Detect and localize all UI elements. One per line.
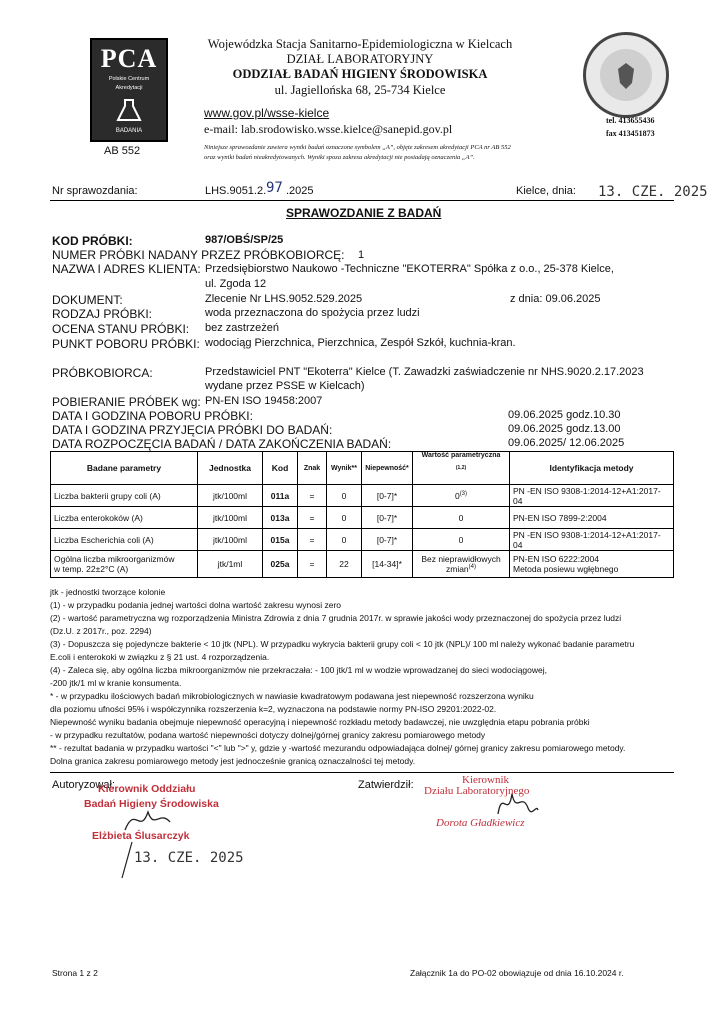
row-kod: 025a <box>263 551 298 578</box>
probkobiorca-value-2: wydane przez PSSE w Kielcach) <box>205 380 365 392</box>
rodzaj-label: RODZAJ PRÓBKI: <box>52 307 153 321</box>
row-znak: = <box>298 507 327 529</box>
header-ident: Identyfikacja metody <box>510 452 674 485</box>
row-param-line1: Ogólna liczba mikroorganizmów <box>54 554 175 564</box>
report-number-value: LHS.9051.2. <box>205 185 267 197</box>
pca-logo-bottom: BADANIA <box>115 128 143 134</box>
email-text[interactable]: e-mail: lab.srodowisko.wsse.kielce@sanepid.gov.pl <box>204 122 453 136</box>
row-znak: = <box>298 551 327 578</box>
accreditation-note-2: oraz wyniki badań nieakredytowanych. Wyniki spoza zakresu akredytacji nie posiadają oznaczenia „A”. <box>204 154 475 161</box>
zatwierdzil-name: Dorota Gładkiewicz <box>436 817 525 829</box>
row-param <box>51 551 198 578</box>
row-ident: PN -EN ISO 9308-1:2014-12+A1:2017-04 <box>510 529 674 551</box>
probkobiorca-label: PRÓBKOBIORCA: <box>52 366 153 380</box>
notes-list <box>50 586 680 768</box>
klient-value-1: Przedsiębiorstwo Naukowo -Techniczne "EKOTERRA" Spółka z o.o., 25-378 Kielce, <box>205 263 614 275</box>
data-przyjecia-label: DATA I GODZINA PRZYJĘCIA PRÓBKI DO BADAŃ: <box>52 423 333 437</box>
page-number: Strona 1 z 2 <box>52 968 98 978</box>
data-poboru-value: 09.06.2025 godz.10.30 <box>508 409 621 421</box>
row-wart-line2-text: zmian <box>445 564 469 574</box>
table-row <box>51 485 674 507</box>
report-city-label: Kielce, dnia: <box>516 185 576 197</box>
row-param: Liczba bakterii grupy coli (A) <box>51 485 198 507</box>
header-divider <box>50 200 674 201</box>
website-link[interactable]: www.gov.pl/wsse-kielce <box>204 106 330 120</box>
zatwierdzil-label: Zatwierdził: <box>358 779 414 791</box>
row-kod: 013a <box>263 507 298 529</box>
pis-seal-logo <box>583 32 669 118</box>
row-ident-line2: Metoda posiewu wgłębnego <box>513 564 619 574</box>
note-item: (1) - w przypadku podania jednej wartości dolna wartość zakresu wynosi zero <box>50 600 342 610</box>
row-wart <box>413 551 510 578</box>
row-wynik: 0 <box>327 485 362 507</box>
note-item: E.coli i enterokoki w związku z § 21 ust. 4 rozporządzenia. <box>50 652 270 662</box>
autoryzowal-signature-stroke <box>116 840 136 880</box>
zatwierdzil-stamp-line1: Kierownik <box>462 774 510 786</box>
pca-logo-title: PCA <box>100 44 158 73</box>
signature-divider <box>50 772 674 773</box>
kod-label: KOD PRÓBKI: <box>52 234 133 248</box>
fax-text: fax 413451873 <box>606 129 655 138</box>
autoryzowal-stamp-line2: Badań Higieny Środowiska <box>84 798 219 810</box>
autoryzowal-name: Elżbieta Ślusarczyk <box>92 830 190 842</box>
autoryzowal-label: Autoryzował: <box>52 779 115 791</box>
probkobiorca-value-1: Przedstawiciel PNT "Ekoterra" Kielce (T. Zawadzki zaświadczenie nr NHS.9020.2.17.2023 <box>205 366 644 378</box>
row-ident: PN -EN ISO 9308-1:2014-12+A1:2017-04 <box>510 485 674 507</box>
pobieranie-value: PN-EN ISO 19458:2007 <box>205 395 323 407</box>
data-przyjecia-value: 09.06.2025 godz.13.00 <box>508 423 621 435</box>
org-name: Wojewódzka Stacja Sanitarno-Epidemiologiczna w Kielcach <box>207 37 513 51</box>
row-niep: [0-7]* <box>362 507 413 529</box>
ocena-value: bez zastrzeżeń <box>205 322 279 334</box>
pca-logo <box>90 38 168 142</box>
report-title: SPRAWOZDANIE Z BADAŃ <box>286 206 442 220</box>
note-item: (3) - Dopuszcza się pojedyncze bakterie < 10 jtk (NPL). W przypadku wykrycia bakterii grupy coli < 10 jtk (NPL)/ 100 ml należy wykonać badanie parametru <box>50 639 635 649</box>
note-item: Niepewność wyniku badania obejmuje niepewność operacyjną i niepewność rozkładu metody badawczej, nie uwzględnia etapu pobrania próbki <box>50 717 590 727</box>
row-wart-sup: (3) <box>459 490 468 497</box>
row-wart-sup: (4) <box>468 564 477 571</box>
row-wynik: 0 <box>327 507 362 529</box>
rodzaj-value: woda przeznaczona do spożycia przez ludzi <box>205 307 420 319</box>
attachment-note: Załącznik 1a do PO-02 obowiązuje od dnia 16.10.2024 r. <box>410 968 624 978</box>
flask-icon <box>116 98 142 122</box>
header-param: Badane parametry <box>51 452 198 485</box>
results-table <box>50 451 674 578</box>
table-row <box>51 551 674 578</box>
row-ident-line1: PN-EN ISO 6222:2004 <box>513 554 599 564</box>
note-item: ** - rezultat badania w przypadku wartości "<" lub ">" y, gdzie y -wartość mezurandu odpowiadająca dolnej/ górnej granicy zakresu pomiarowego metody. <box>50 743 626 753</box>
pca-logo-sub1: Polskie Centrum <box>108 76 150 82</box>
row-kod: 011a <box>263 485 298 507</box>
row-wart: 0 <box>413 529 510 551</box>
accreditation-note-1: Niniejsze sprawozdanie zawiera wyniki badań oznaczone symbolem „A”, objęte zakresem akredytacji PCA nr AB 552 <box>204 144 511 151</box>
report-number-label: Nr sprawozdania: <box>52 185 138 197</box>
table-row <box>51 529 674 551</box>
punkt-value: wodociąg Pierzchnica, Pierzchnica, Zespół Szkół, kuchnia-kran. <box>205 337 516 349</box>
header-unit: Jednostka <box>198 452 263 485</box>
row-wart: 0 <box>413 507 510 529</box>
header-niep: Niepewność* <box>362 452 413 485</box>
numer-value: 1 <box>358 249 365 261</box>
row-znak: = <box>298 485 327 507</box>
punkt-label: PUNKT POBORU PRÓBKI: <box>52 337 200 351</box>
zatwierdzil-stamp-line2: Działu Laboratoryjnego <box>424 785 530 797</box>
eagle-emblem-icon <box>586 35 666 115</box>
row-ident <box>510 551 674 578</box>
note-item: jtk - jednostki tworzące kolonie <box>50 587 166 597</box>
kod-value: 987/OBŚ/SP/25 <box>205 234 284 246</box>
data-badan-value: 09.06.2025/ 12.06.2025 <box>508 437 625 449</box>
dokument-date: z dnia: 09.06.2025 <box>510 293 601 305</box>
tel-text: tel. 413655436 <box>606 116 655 125</box>
klient-label: NAZWA I ADRES KLIENTA: <box>52 262 201 276</box>
numer-label: NUMER PRÓBKI NADANY PRZEZ PRÓBKOBIORCĘ: <box>52 248 345 262</box>
row-ident: PN-EN ISO 7899-2:2004 <box>510 507 674 529</box>
note-item: Dolna granica zakresu pomiarowego metody jest jednocześnie granicą oznaczalności tej metody. <box>50 756 416 766</box>
header-kod: Kod <box>263 452 298 485</box>
note-item: -200 jtk/1 ml w kranie konsumenta. <box>50 678 182 688</box>
data-poboru-label: DATA I GODZINA POBORU PRÓBKI: <box>52 409 253 423</box>
pca-logo-sub2: Akredytacji <box>115 85 143 91</box>
ocena-label: OCENA STANU PRÓBKI: <box>52 322 190 336</box>
dokument-value: Zlecenie Nr LHS.9052.529.2025 <box>205 293 363 305</box>
note-item: - w przypadku rezultatów, podana wartość niepewności dotyczy dolnej/górnej granicy zakresu pomiarowego metody <box>50 730 486 740</box>
row-niep: [0-7]* <box>362 529 413 551</box>
row-wart-line2 <box>416 564 506 574</box>
autoryzowal-stamp-line1: Kierownik Oddziału <box>98 783 196 795</box>
row-unit: jtk/100ml <box>198 485 263 507</box>
table-row <box>51 507 674 529</box>
row-niep: [14-34]* <box>362 551 413 578</box>
row-unit: jtk/100ml <box>198 507 263 529</box>
row-param: Liczba Escherichia coli (A) <box>51 529 198 551</box>
pobieranie-label: POBIERANIE PRÓBEK wg: <box>52 395 201 409</box>
header-wynik: Wynik** <box>327 452 362 485</box>
note-item: dla poziomu ufności 95% i współczynnika rozszerzenia k=2, wyznaczona na podstawie normy PN-ISO 29201:2022-02. <box>50 704 497 714</box>
accreditation-code: AB 552 <box>104 145 141 157</box>
row-wart-line1: Bez nieprawidłowych <box>421 554 501 564</box>
data-badan-label: DATA ROZPOCZĘCIA BADAŃ / DATA ZAKOŃCZENIA BADAŃ: <box>52 437 392 451</box>
header-wart-sup: (1,2) <box>455 465 467 471</box>
note-item: (2) - wartość parametryczna wg rozporządzenia Ministra Zdrowia z dnia 7 grudnia 2017r. w sprawie jakości wody przeznaczonej do spożycia przez ludzi <box>50 613 622 623</box>
org-dept: DZIAŁ LABORATORYJNY <box>286 52 434 66</box>
row-param: Liczba enterokoków (A) <box>51 507 198 529</box>
klient-value-2: ul. Zgoda 12 <box>205 278 267 290</box>
table-header-row <box>51 452 674 485</box>
report-number-year: .2025 <box>286 185 314 197</box>
header-wart <box>413 452 510 485</box>
org-division: ODDZIAŁ BADAŃ HIGIENY ŚRODOWISKA <box>232 67 488 81</box>
row-unit: jtk/1ml <box>198 551 263 578</box>
row-kod: 015a <box>263 529 298 551</box>
header-znak: Znak <box>298 452 327 485</box>
row-unit: jtk/100ml <box>198 529 263 551</box>
row-param-line2: w temp. 22±2°C (A) <box>54 564 129 574</box>
row-niep: [0-7]* <box>362 485 413 507</box>
report-number-handwritten: 97 <box>266 180 283 196</box>
row-wynik: 22 <box>327 551 362 578</box>
note-item: (4) - Zaleca się, aby ogólna liczba mikroorganizmów nie przekraczała: - 100 jtk/1 ml w wodzie wprowadzanej do sieci wodociągowej, <box>50 665 548 675</box>
note-item: (Dz.U. z 2017r., poz. 2294) <box>50 626 152 636</box>
row-wart-value: 0 <box>454 490 460 501</box>
org-address: ul. Jagiellońska 68, 25-734 Kielce <box>274 83 446 97</box>
row-znak: = <box>298 529 327 551</box>
autoryzowal-date-stamp: 13. CZE. 2025 <box>134 850 244 866</box>
dokument-label: DOKUMENT: <box>52 293 123 307</box>
report-date-stamp: 13. CZE. 2025 <box>598 184 708 200</box>
row-wart <box>413 485 510 507</box>
row-wynik: 0 <box>327 529 362 551</box>
note-item: * - w przypadku ilościowych badań mikrobiologicznych w nawiasie kwadratowym podawana jest niepewność rozszerzona wyniku <box>50 691 534 701</box>
header-wart-label: Wartość parametryczna <box>421 452 501 459</box>
